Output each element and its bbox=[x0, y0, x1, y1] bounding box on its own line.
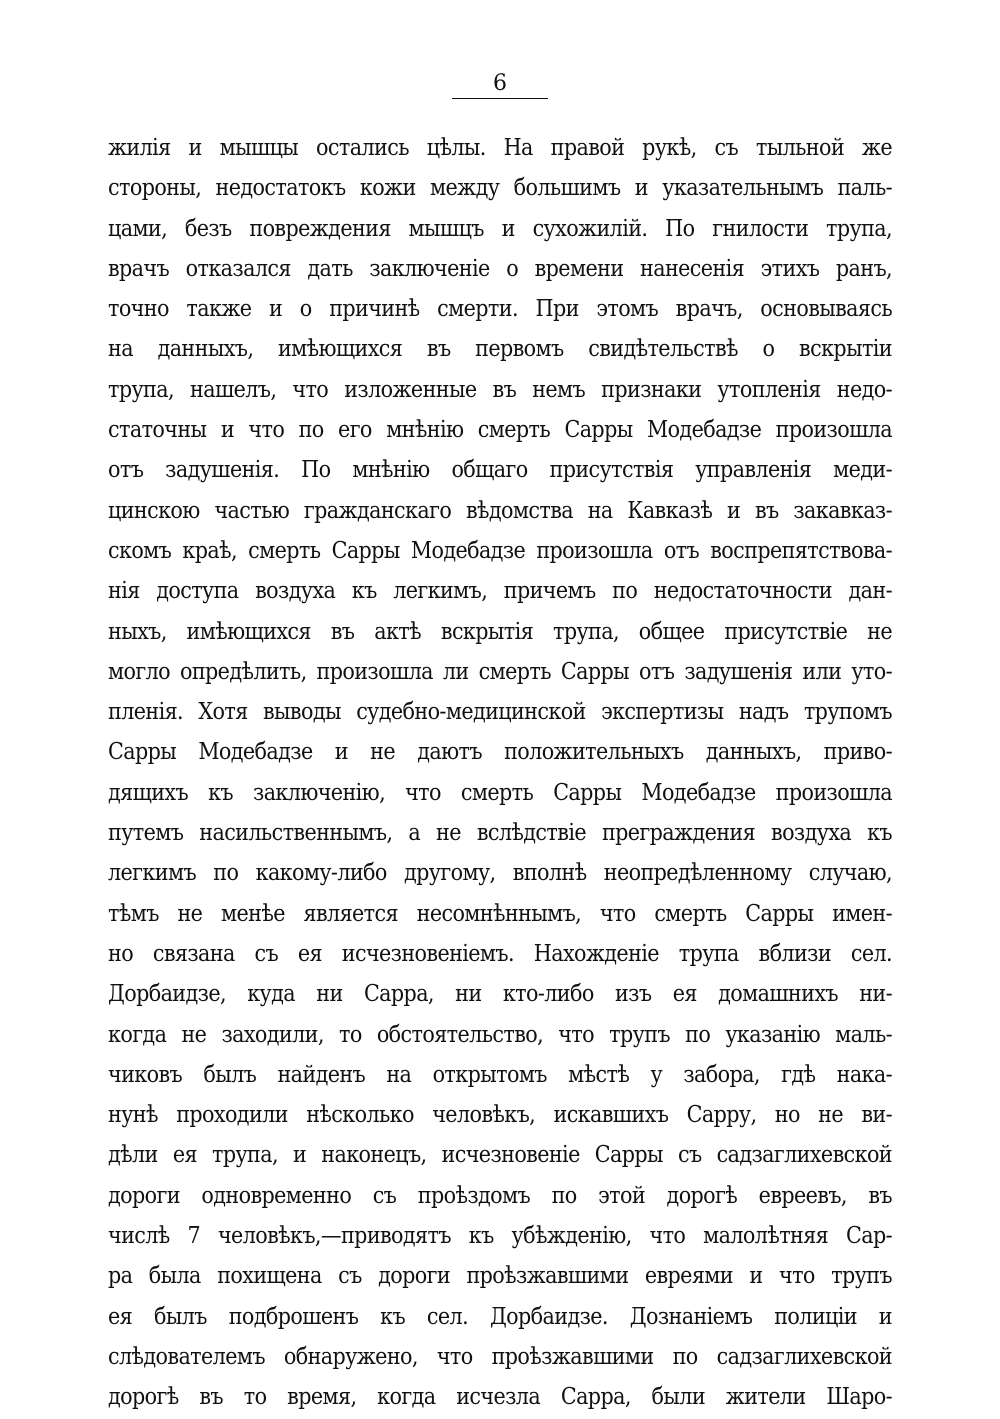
text-line: ра была похищена съ дороги проѣзжавшими евреями и что трупъ bbox=[108, 1263, 892, 1290]
body-text bbox=[108, 128, 892, 1418]
text-line: чиковъ былъ найденъ на открытомъ мѣстѣ у забора, гдѣ нака- bbox=[108, 1061, 892, 1088]
text-line: слѣдователемъ обнаружено, что проѣзжавшими по садзаглихевской bbox=[108, 1343, 892, 1370]
text-line: скомъ краѣ, смерть Сарры Модебадзе произошла отъ воспрепятствова- bbox=[108, 537, 892, 564]
text-line: дороги одновременно съ проѣздомъ по этой дорогѣ евреевъ, въ bbox=[108, 1182, 892, 1209]
text-line: статочны и что по его мнѣнію смерть Сарры Модебадзе произошла bbox=[108, 417, 892, 444]
text-line: жилія и мышцы остались цѣлы. На правой рукѣ, съ тыльной же bbox=[108, 135, 892, 161]
text-line: числѣ 7 человѣкъ,—приводятъ къ убѣжденію, что малолѣтняя Сар- bbox=[108, 1223, 892, 1250]
page-number: 6 bbox=[493, 71, 507, 96]
text-line: дѣли ея трупа, и наконецъ, исчезновеніе Сарры съ садзаглихевской bbox=[108, 1142, 892, 1169]
page-number-rule bbox=[452, 98, 548, 99]
text-line: Дорбаидзе, куда ни Сарра, ни кто-либо изъ ея домашнихъ ни- bbox=[108, 981, 892, 1008]
text-line: легкимъ по какому-либо другому, вполнѣ неопредѣленному случаю, bbox=[108, 860, 892, 887]
text-line: дящихъ къ заключенію, что смерть Сарры Модебадзе произошла bbox=[108, 779, 892, 806]
text-line: могло опредѣлить, произошла ли смерть Сарры отъ задушенія или уто- bbox=[108, 658, 892, 685]
text-line: нія доступа воздуха къ легкимъ, причемъ по недостаточности дан- bbox=[108, 578, 892, 605]
text-line: дорогѣ въ то время, когда исчезла Сарра, были жители Шаро- bbox=[108, 1384, 892, 1411]
text-line: на данныхъ, имѣющихся въ первомъ свидѣтельствѣ о вскрытіи bbox=[108, 336, 892, 363]
text-line: путемъ насильственнымъ, а не вслѣдствіе преграждения воздуха къ bbox=[108, 820, 892, 847]
text-line: врачъ отказался дать заключеніе о времени нанесенія этихъ ранъ, bbox=[108, 255, 892, 282]
text-line: когда не заходили, то обстоятельство, что трупъ по указанію маль- bbox=[108, 1021, 892, 1048]
text-line: стороны, недостатокъ кожи между большимъ и указательнымъ паль- bbox=[108, 175, 892, 202]
text-line: но связана съ ея исчезновеніемъ. Нахожденіе трупа вблизи сел. bbox=[108, 940, 892, 967]
text-line: трупа, нашелъ, что изложенные въ немъ признаки утопленія недо- bbox=[108, 376, 892, 403]
text-line: отъ задушенія. По мнѣнію общаго присутствія управленія меди- bbox=[108, 457, 892, 484]
text-line: Сарры Модебадзе и не даютъ положительныхъ данныхъ, приво- bbox=[108, 739, 892, 766]
text-line: ея былъ подброшенъ къ сел. Дорбаидзе. Дознаніемъ полиціи и bbox=[108, 1303, 892, 1330]
text-line: нунѣ проходили нѣсколько человѣкъ, искавшихъ Сарру, но не ви- bbox=[108, 1102, 892, 1129]
text-line: пленія. Хотя выводы судебно-медицинской экспертизы надъ трупомъ bbox=[108, 699, 892, 726]
text-line: точно также и о причинѣ смерти. При этомъ врачъ, основываясь bbox=[108, 296, 892, 323]
text-line: тѣмъ не менѣе является несомнѣннымъ, что смерть Сарры имен- bbox=[108, 900, 892, 927]
text-line: цинскою частью гражданскаго вѣдомства на Кавказѣ и въ закавказ- bbox=[108, 497, 892, 524]
text-line: цами, безъ повреждения мышцъ и сухожилій. По гнилости трупа, bbox=[108, 215, 892, 242]
text-line: ныхъ, имѣющихся въ актѣ вскрытія трупа, общее присутствіе не bbox=[108, 618, 892, 645]
